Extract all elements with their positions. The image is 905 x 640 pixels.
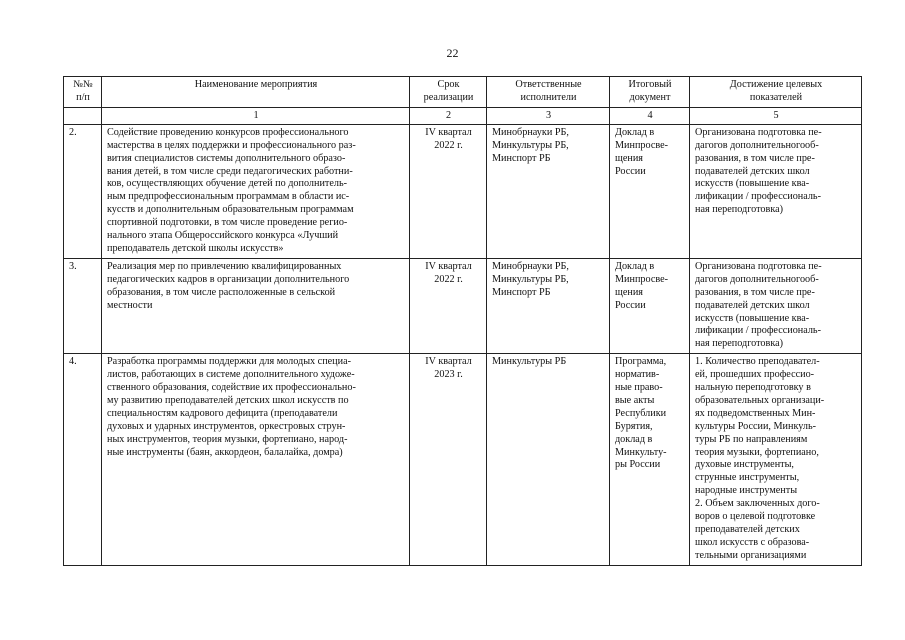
measure-document: Программа, норматив- ные право- вые акты Республики Бурятия, доклад в Минкульту- ры России (610, 354, 690, 566)
measure-result: Организована подготовка пе- дагогов дополнительногооб- разования, в том числе пре- подавателей детских школ искусств (повышение ква- лификации / профессиональ- ная переподготовка) (690, 258, 862, 353)
measure-name: Содействие проведению конкурсов профессионального мастерства в целях поддержки и профессионального раз- вития специалистов системы дополнительного образо- вания детей, в том числе среди педагогических работни- ков, осуществляющих обучение детей по дополнитель- ным предпрофессиональным программам в области ис- кусств и дополнительным образовательным программам спортивной подготовки, в том числе проведение регио- нального этапа Общероссийского конкурса «Лучший преподаватель детской школы искусств» (102, 124, 410, 258)
measures-table (63, 76, 862, 566)
measure-executors: Минобрнауки РБ, Минкультуры РБ, Минспорт РБ (487, 124, 610, 258)
column-number: 3 (487, 107, 610, 124)
header-executors: Ответственные исполнители (487, 77, 610, 108)
measure-term: IV квартал 2022 г. (410, 124, 487, 258)
header-num: №№ п/п (64, 77, 102, 108)
column-number: 4 (610, 107, 690, 124)
header-name: Наименование мероприятия (102, 77, 410, 108)
row-number: 4. (64, 354, 102, 566)
measure-result: 1. Количество преподавател- ей, прошедших профессио- нальную переподготовку в образовательных организаци- ях подведомственных Мин- культуры России, Минкуль- туры РБ по направлениям теория музыки, фортепиано, духовые инструменты, струнные инструменты, народные инструменты 2. Объем заключенных дого- воров о целевой подготовке преподавателей детских школ искусств с образова- тельными организациями (690, 354, 862, 566)
measure-executors: Минкультуры РБ (487, 354, 610, 566)
measure-executors: Минобрнауки РБ, Минкультуры РБ, Минспорт РБ (487, 258, 610, 353)
measure-result: Организована подготовка пе- дагогов дополнительногооб- разования, в том числе пре- подавателей детских школ искусств (повышение ква- лификации / профессиональ- ная переподготовка) (690, 124, 862, 258)
measure-term: IV квартал 2022 г. (410, 258, 487, 353)
row-number: 3. (64, 258, 102, 353)
table-row (64, 354, 862, 566)
table-row (64, 124, 862, 258)
measure-document: Доклад в Минпросве- щения России (610, 124, 690, 258)
header-term: Срок реализации (410, 77, 487, 108)
column-number: 1 (102, 107, 410, 124)
measure-name: Разработка программы поддержки для молодых специа- листов, работающих в системе дополнительного художе- ственного образования, содействие их профессионально- му развитию преподавателей детских школ искусств по специальностям кадрового дефицита (преподаватели духовых и ударных инструментов, оркестровых струн- ных инструментов, теория музыки, фортепиано, народ- ные инструменты (баян, аккордеон, балалайка, домра) (102, 354, 410, 566)
row-number: 2. (64, 124, 102, 258)
measure-term: IV квартал 2023 г. (410, 354, 487, 566)
measure-name: Реализация мер по привлечению квалифицированных педагогических кадров в организации дополнительного образования, в том числе расположенные в сельской местности (102, 258, 410, 353)
column-number-blank (64, 107, 102, 124)
page-number: 22 (446, 46, 459, 60)
column-number: 2 (410, 107, 487, 124)
measure-document: Доклад в Минпросве- щения России (610, 258, 690, 353)
table-row (64, 258, 862, 353)
column-number: 5 (690, 107, 862, 124)
header-document: Итоговый документ (610, 77, 690, 108)
column-number-row (64, 107, 862, 124)
header-result: Достижение целевых показателей (690, 77, 862, 108)
table-header-row (64, 77, 862, 108)
